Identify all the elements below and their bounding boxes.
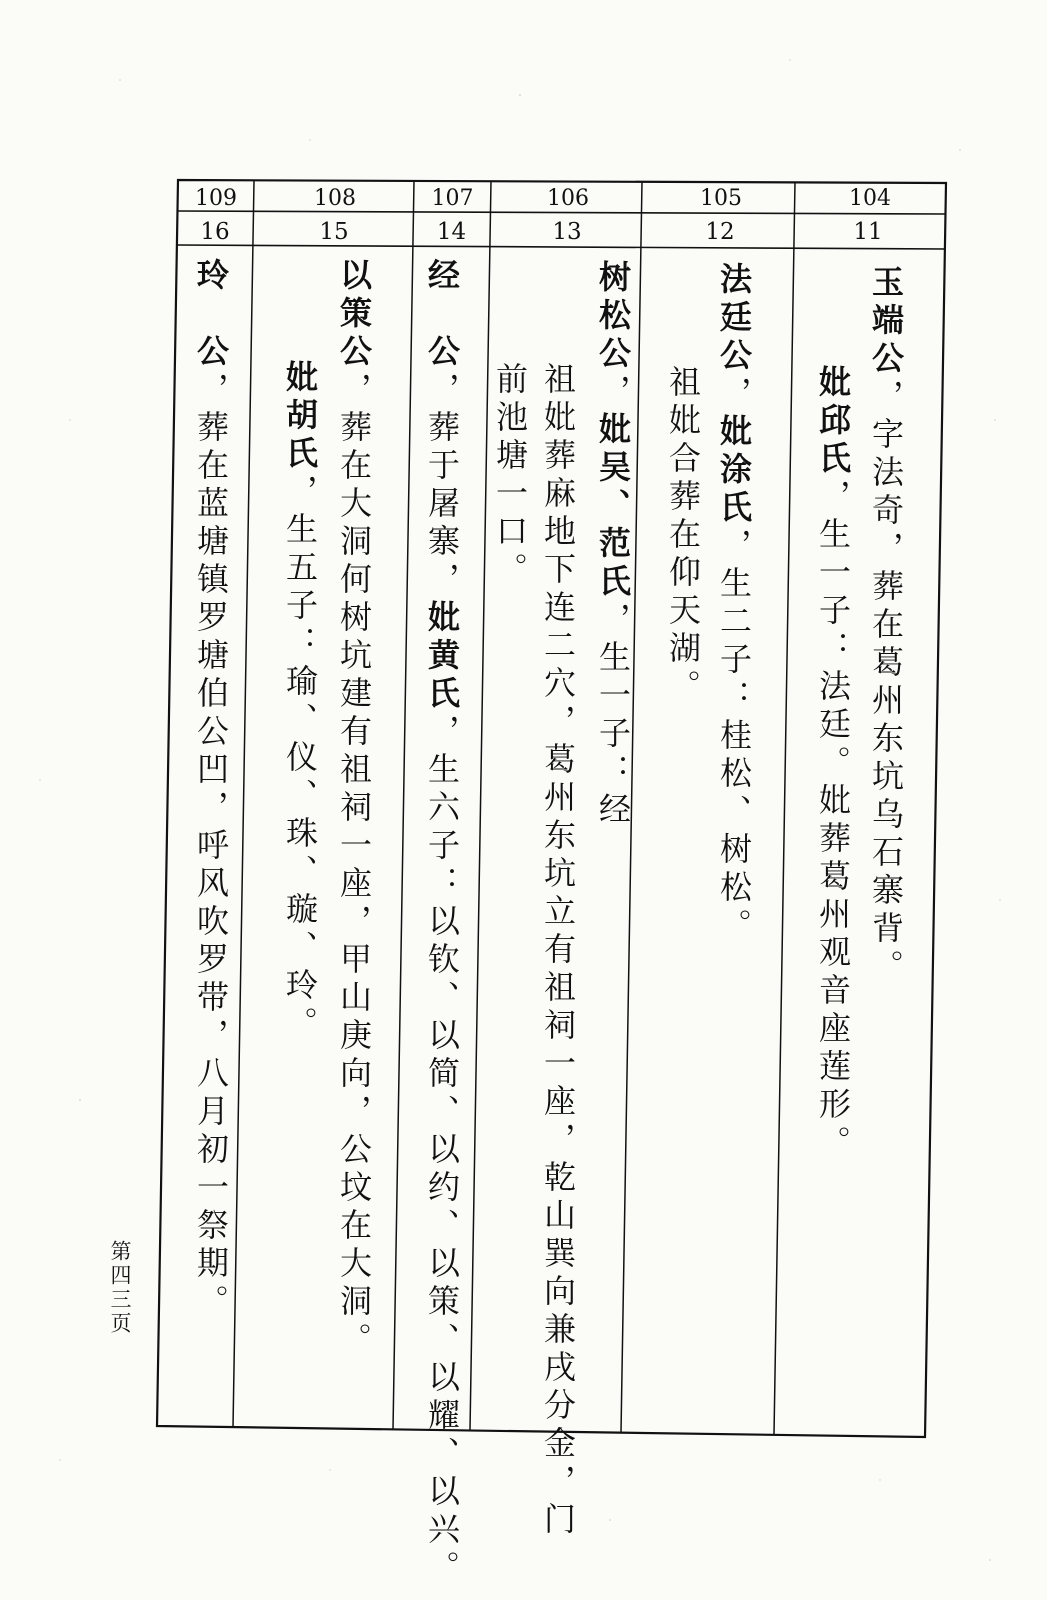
entry-line [868,265,904,987]
spouse-name: 妣涂氏 [715,414,753,528]
entry-text: ，葬在蓝塘镇罗塘伯公凹，呼风吹罗带，八月初一祭期。 [192,372,230,1322]
entry-line [336,258,372,1360]
spouse-name: 妣吴、范氏 [594,412,632,602]
sequence-number: 16 [200,219,230,245]
generation-number: 104 [849,186,891,211]
entry-line [492,362,528,590]
generation-number: 109 [195,186,237,211]
entry-text: ，生一子：法廷。妣葬葛州观音座莲形。 [814,479,852,1163]
page-number: 第四三页 [108,1240,132,1336]
ancestor-name: 经 公 [423,258,461,372]
generation-number: 108 [314,186,356,211]
entry-text: ，字法奇，葬在葛州东坑乌石寨背。 [867,379,905,987]
entry-text: ，生六子：以钦、以简、以约、以策、以耀、以兴。 [423,714,461,1588]
ancestor-name: 以策公 [335,258,373,372]
ancestor-name: 法廷公 [715,262,753,376]
generation-number: 106 [547,186,589,211]
entry-text: 祖妣合葬在仰天湖。 [664,365,702,707]
entry-text: ， [594,374,632,412]
spouse-name: 妣黄氏 [423,600,461,714]
ancestor-name: 玲 公 [192,258,230,372]
sequence-number: 11 [853,219,883,245]
entry-line [193,258,229,1322]
entry-text: ，生二子：桂松、树松。 [715,528,753,946]
entry-text: ，生五子：瑜、仪、珠、璇、玲。 [281,474,319,1044]
entry-line [716,262,752,946]
generation-number: 105 [700,186,742,211]
spouse-name: 妣胡氏 [281,360,319,474]
sequence-number: 13 [552,219,582,245]
entry-text: ， [715,376,753,414]
entry-text: 祖妣葬麻地下连二穴，葛州东坑立有祖祠一座，乾山巽向兼戌分金，门 [539,362,577,1540]
generation-number: 107 [431,186,474,211]
ancestor-name: 玉端公 [867,265,905,379]
entry-text: ，生一子：经 [594,602,632,830]
entry-line [815,365,851,1163]
sequence-number: 15 [319,219,349,245]
entry-line [665,365,701,707]
entry-line [424,258,460,1588]
entry-line [540,362,576,1540]
entry-text: ，葬于屠寨， [423,372,461,600]
entry-line [595,260,631,830]
sequence-number: 12 [705,219,735,245]
entry-line [282,360,318,1044]
entry-text: 前池塘一口。 [491,362,529,590]
sequence-number: 14 [436,219,467,245]
entry-text: ，葬在大洞何树坑建有祖祠一座，甲山庚向，公坟在大洞。 [335,372,373,1360]
spouse-name: 妣邱氏 [814,365,852,479]
ancestor-name: 树松公 [594,260,632,374]
